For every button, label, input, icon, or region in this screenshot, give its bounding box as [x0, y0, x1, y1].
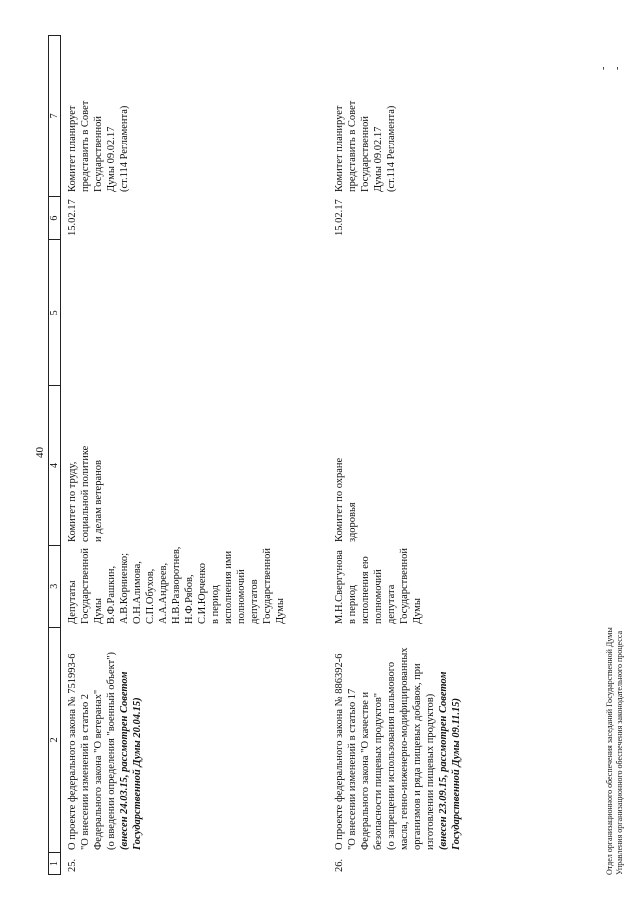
bill-note-line: Государственной Думы 09.11.15)	[451, 697, 462, 850]
committee-line: Комитет по труду,	[67, 461, 78, 542]
initiator-line: исполнения ими	[223, 550, 234, 624]
initiator-line: Думы	[275, 598, 286, 624]
date-cell: 15.02.17	[67, 199, 78, 236]
row-number: 25.	[67, 858, 78, 872]
committee-line: здоровья	[347, 502, 358, 542]
bill-description	[66, 627, 287, 853]
bill-line: Федерального закона "О качестве и	[360, 691, 371, 850]
initiator-line: в период	[347, 584, 358, 624]
column-header: 4	[49, 385, 60, 545]
table-row	[66, 35, 287, 875]
footer-line: Отдел организационного обеспечения заседаний Государственной Думы	[605, 627, 614, 875]
column-header: 1	[49, 852, 60, 874]
bill-note-line: (внесен 23.09.15, рассмотрен Советом	[438, 671, 449, 850]
initiator-line: С.П.Обухов,	[145, 568, 156, 624]
initiator	[66, 545, 287, 627]
margin-mark: -	[612, 66, 623, 70]
bill-line: безопасности пищевых продуктов"	[373, 692, 384, 850]
note-line: Государственной	[360, 116, 371, 192]
initiator-line: Государственной	[399, 548, 410, 624]
note-line: Комитет планирует	[67, 105, 78, 192]
note-line: Государственной	[93, 116, 104, 192]
bill-line: (о запрещении использования пальмового	[386, 661, 397, 850]
bill-line: "О внесении изменений в статью 2	[80, 693, 91, 850]
note-line: Думы 09.02.17	[106, 126, 117, 192]
initiator	[333, 545, 463, 627]
initiator-line: Н.Ф.Рябов,	[184, 574, 195, 624]
bill-line: О проекте федерального закона № 751993-6	[67, 653, 78, 850]
margin-mark: -	[598, 66, 609, 70]
note-line: (ст.114 Регламента)	[119, 105, 130, 192]
note-cell	[66, 35, 287, 195]
initiator-line: О.Н.Алимова,	[132, 561, 143, 624]
note-line: представить в Совет	[80, 100, 91, 192]
row-number: 26.	[334, 858, 345, 872]
bill-line: (о введении определения "военный объект")	[106, 652, 117, 850]
initiator-line: полномочий	[373, 569, 384, 624]
initiator-line: Думы	[412, 598, 423, 624]
note-line: Комитет планирует	[334, 105, 345, 192]
note-cell	[333, 35, 463, 195]
initiator-line: исполнения ею	[360, 556, 371, 624]
footer	[605, 627, 625, 875]
initiator-line: в период	[210, 584, 221, 624]
column-header: 7	[49, 113, 60, 119]
page-number: 40	[34, 447, 46, 458]
bill-line: организмов и ряда пищевых добавок, при	[412, 663, 423, 850]
initiator-line: Депутаты	[67, 580, 78, 624]
table-header	[48, 35, 61, 875]
initiator-line: депутатов	[249, 579, 260, 624]
initiator-line: С.И.Юрченко	[197, 563, 208, 624]
committee	[333, 385, 463, 545]
committee-line: и делам ветеранов	[93, 460, 104, 542]
initiator-line: полномочий	[236, 569, 247, 624]
column-header: 6	[49, 196, 60, 240]
committee-line: социальной политике	[80, 445, 91, 542]
date-cell: 15.02.17	[334, 199, 345, 236]
initiator-line: Думы	[93, 598, 104, 624]
initiator-line: Государственной	[262, 548, 273, 624]
column-header: 5	[49, 240, 60, 386]
bill-line: масла, генно-инженерно-модифицированных	[399, 647, 410, 850]
bill-note-line: (внесен 24.03.15, рассмотрен Советом	[119, 671, 130, 850]
bill-description	[333, 627, 463, 853]
column-header: 2	[49, 627, 60, 852]
initiator-line: М.Н.Свергунова	[334, 550, 345, 624]
bill-line: О проекте федерального закона № 886392-6	[334, 653, 345, 850]
initiator-line: А.В.Корниенко;	[119, 552, 130, 624]
note-line: (ст.114 Регламента)	[386, 105, 397, 192]
committee-line: Комитет по охране	[334, 457, 345, 542]
bill-line: "О внесении изменений в статью 17	[347, 688, 358, 850]
column-5-cell	[66, 239, 287, 385]
bill-line: изготовлении пищевых продуктов)	[425, 693, 436, 850]
note-line: Думы 09.02.17	[373, 126, 384, 192]
column-header: 3	[49, 545, 60, 627]
initiator-line: А.А.Андреев,	[158, 562, 169, 624]
initiator-line: В.Ф.Рашкин,	[106, 565, 117, 624]
bill-line: Федерального закона "О ветеранах"	[93, 689, 104, 850]
initiator-line: депутата	[386, 584, 397, 624]
footer-line: Управления организационного обеспечения законодательного процесса	[615, 630, 624, 875]
committee	[66, 385, 287, 545]
note-line: представить в Совет	[347, 100, 358, 192]
initiator-line: Н.В.Разворотнев,	[171, 546, 182, 624]
table-row	[333, 35, 463, 875]
column-5-cell	[333, 239, 463, 385]
bill-note-line: Государственной Думы 20.04.15)	[132, 697, 143, 850]
initiator-line: Государственной	[80, 548, 91, 624]
